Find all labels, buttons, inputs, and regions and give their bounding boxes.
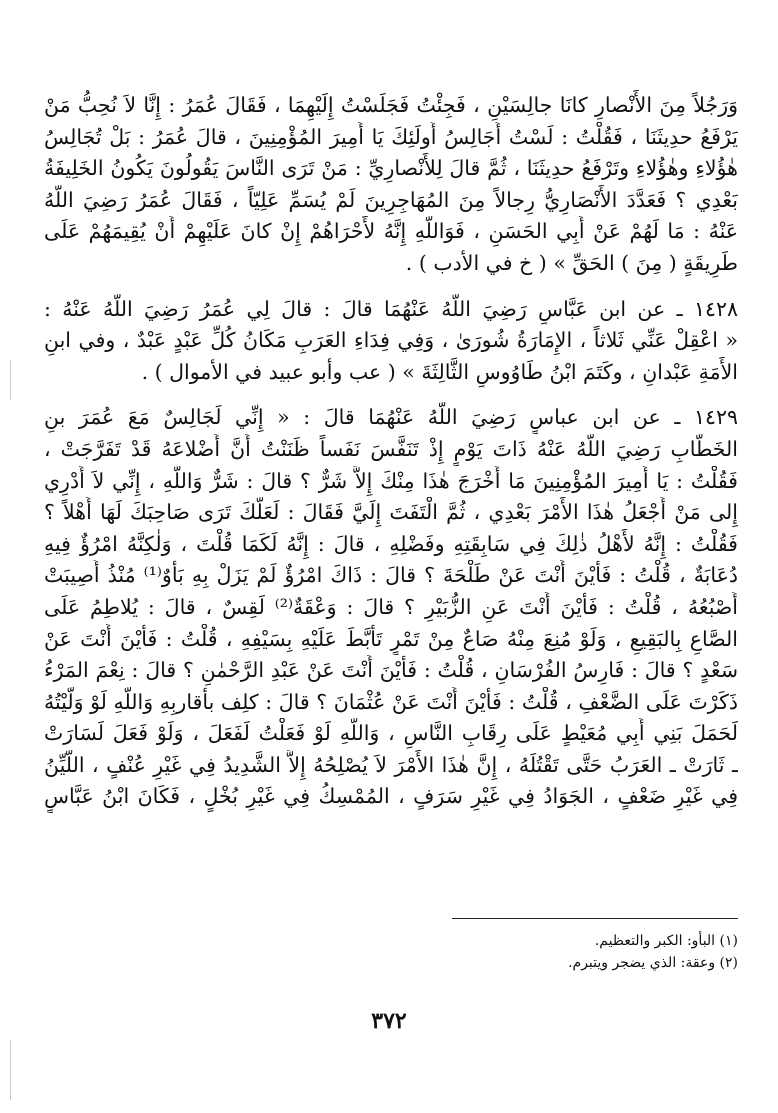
text-line: يَرْفَعُ حدِيثَنَا ، فَقُلْتُ : لَسْتُ أُجَالِسُ أُولَئِكَ يَا أَمِيرَ المُؤْمِنِينَ ، قالَ عُمَرُ : بَلْ تُجَالِسُ — [44, 124, 738, 149]
paragraph-hadith-1428 — [44, 294, 738, 389]
text-line: دُعَابَةٌ ، قُلْتُ : فَأَيْنَ أَنْتَ عَنْ طَلْحَةَ ؟ قالَ : ذَاكَ امْرُؤٌ لَمْ يَزَلْ بِهِ بَأْوٌ⁽¹⁾ مُنْذُ أُصِيبَتْ — [44, 563, 738, 588]
text-line: فِي غَيْرِ ضَعْفٍ ، الجَوَادُ فِي غَيْرِ سَرَفٍ ، المُمْسِكُ فِي غَيْرِ بُخْلٍ ، فَكَانَ ابْنُ عَبَّاسٍ — [44, 784, 738, 809]
text-line: لَحَمَلَ بَنِي أَبِي مُعَيْطٍ عَلَى رِقَابِ النَّاسِ ، وَاللَّهِ لَوْ فَعَلْتُ لَفَعَلَ ، وَلَوْ فَعَلَ لَسَارَتْ — [44, 721, 738, 746]
text-line: عَنْهُ : مَا لَهُمْ عَنْ أَبِي الحَسَنِ ، فَوَاللَّهِ إِنَّهُ لأَحْرَاهُمْ إِنْ كانَ عَلَيْهِمْ أَنْ يُقِيمَهُمْ عَلَى — [44, 219, 738, 244]
text-line: الصَّاعِ بِالبَقِيعِ ، وَلَوْ مُنِعَ مِنْهُ صَاعٌ مِنْ تَمْرٍ تَأَبَّطَ عَلَيْهِ بِسَيْفِهِ ، قُلْتُ : فَأَيْنَ أَنْتَ عَنْ — [44, 626, 738, 651]
paragraph-hadith-1429 — [44, 402, 738, 813]
text-line: إِلى مَنْ أَجْعَلُ هٰذَا الأَمْرَ بَعْدِي ، ثُمَّ الْتَفَتَ إِلَيَّ فَقَالَ : لَعَلَّكَ تَرَى صَاحِبَكَ لَهَا أَهْلاً ؟ — [44, 500, 738, 525]
text-line: طَرِيقَةٍ ( مِنَ ) الحَقِّ » ( خ في الأدب ) . — [405, 250, 738, 275]
footnote-2: (٢) وعقة: الذي يضجر ويتبرم. — [568, 955, 738, 971]
text-line: الخَطَّابِ رَضِيَ اللَّهُ عَنْهُ ذَاتَ يَوْمٍ إِذْ تَنَفَّسَ نَفَساً ظَنَنْتُ أَنَّ أَضْلاعَهُ قَدْ تَفَرَّجَتْ ، — [44, 436, 738, 461]
text-line: بَعْدِي ؟ فَعَدَّدَ الأَنْصَارِيُّ رِجالاً مِنَ المُهَاجِرِينَ لَمْ يُسَمِّ عَلِيّاً ، فَقَالَ عُمَرُ رَضِيَ اللَّهُ — [44, 187, 738, 212]
scan-edge-mark — [10, 1040, 11, 1100]
text-line: فَقُلْتُ : يَا أَمِيرَ المُؤْمِنِينَ مَا أَخْرَجَ هٰذَا مِنْكَ إِلاَّ شَرٌّ ؟ قالَ : شَرٌّ وَاللَّهِ ، إِنِّي لاَ أَدْرِي — [44, 468, 738, 493]
footnotes — [300, 930, 738, 974]
text-line: ـ ثَارَتْ ـ العَرَبُ حَتَّى تَقْتُلَهُ ، إِنَّ هٰذَا الأَمْرَ لاَ يُصْلِحُهُ إِلاَّ الشَّدِيدُ فِي غَيْرِ عُنْفٍ ، اللَّيِّنُ — [44, 752, 738, 777]
text-line: ذَكَرْتَ عَلَى الضَّعْفِ ، قُلْتُ : فَأَيْنَ أَنْتَ عَنْ عُثْمَانَ ؟ قالَ : كلِف بأقاربِهِ وَاللَّهِ لَوْ وَلَّيْتُهُ — [44, 689, 738, 714]
page-body — [44, 90, 738, 813]
text-line: سَعْدٍ ؟ قالَ : فَارِسُ الفُرْسَانِ ، قُلْتُ : فَأَيْنَ أَنْتَ عَنْ عَبْدِ الرَّحْمٰنِ ؟ قالَ : نِعْمَ المَرْءُ — [44, 658, 738, 683]
text-line: ١٤٢٩ ـ عن ابن عباسٍ رَضِيَ اللَّهُ عَنْهُمَا قالَ : « إِنِّي لَجَالِسٌ مَعَ عُمَرَ بنِ — [44, 405, 738, 430]
text-line: أُصْبُعُهُ ، قُلْتُ : فَأَيْنَ أَنْتَ عَنِ الزُّبَيْرِ ؟ قالَ : وَعْقَةٌ⁽²⁾ لَقِسٌ ، قالَ : يُلاطِمُ عَلَى — [44, 594, 738, 619]
paragraph-continuation — [44, 90, 738, 280]
text-line: وَرَجُلاً مِنَ الأَنْصارِ كانَا جالِسَيْنِ ، فَجِئْتُ فَجَلَسْتُ إِلَيْهِمَا ، فَقَالَ عُمَرُ : إِنَّا لاَ نُحِبُّ مَنْ — [44, 93, 738, 117]
page-number: ٣٧٢ — [371, 1008, 407, 1034]
text-line: الأَمَةِ عَبْدانِ ، وكَتَمَ ابْنُ طَاوُوسٍ الثَّالِثَةَ » ( عب وأبو عبيد في الأموال ) . — [141, 359, 738, 384]
footnote-1: (١) البأو: الكبر والتعظيم. — [594, 933, 738, 949]
text-line: ١٤٢٨ ـ عن ابن عَبَّاسٍ رَضِيَ اللَّهُ عَنْهُمَا قالَ : قالَ لِي عُمَرُ رَضِيَ اللَّهُ عَنْهُ : — [44, 296, 738, 321]
footnote-separator — [452, 918, 738, 919]
text-line: « اعْقِلْ عَنِّي ثَلاثاً ، الإِمَارَةُ شُورَىٰ ، وَفِي فِدَاءِ العَرَبِ مَكَانُ كُلِّ عَبْدٍ عَبْدٌ ، وفي ابنِ — [44, 328, 738, 353]
text-line: هٰؤُلاءِ وهٰؤُلاءِ وتَرْفَعُ حدِيثَنَا ، ثُمَّ قالَ لِلأَنْصارِيِّ : مَنْ تَرَى النَّاسَ يَقُولُونَ يَكُونُ الخَلِيفَةُ — [44, 156, 738, 181]
text-line: فَقُلْتُ : إِنَّهُ لأَهْلُ ذٰلِكَ فِي سَابِقَتِهِ وفَضْلِهِ ، قالَ : إِنَّهُ لَكَمَا قُلْتَ ، وَلٰكِنَّهُ امْرُؤٌ فِيهِ — [44, 531, 738, 556]
scan-edge-mark — [10, 360, 11, 400]
